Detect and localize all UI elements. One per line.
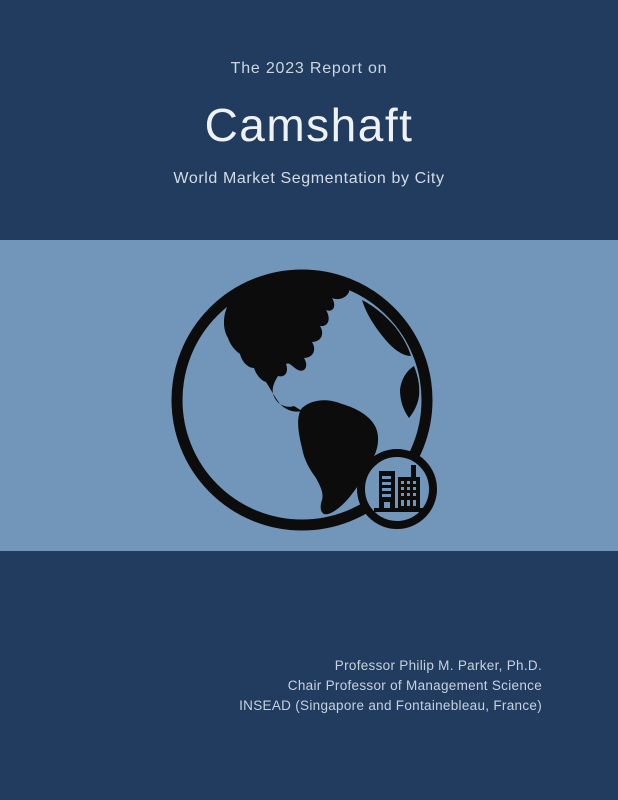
city-buildings-icon: [361, 453, 433, 525]
author-block: [239, 656, 542, 716]
globe-artwork: [152, 250, 452, 550]
author-affiliation: INSEAD (Singapore and Fontainebleau, France): [239, 698, 542, 713]
report-year-line: The 2023 Report on: [230, 60, 388, 77]
cover-subtitle: World Market Segmentation by City: [173, 170, 445, 187]
author-name: Professor Philip M. Parker, Ph.D.: [334, 658, 542, 673]
globe-americas-icon: [152, 250, 452, 550]
page-title: Camshaft: [204, 99, 414, 151]
author-title: Chair Professor of Management Science: [287, 678, 542, 693]
